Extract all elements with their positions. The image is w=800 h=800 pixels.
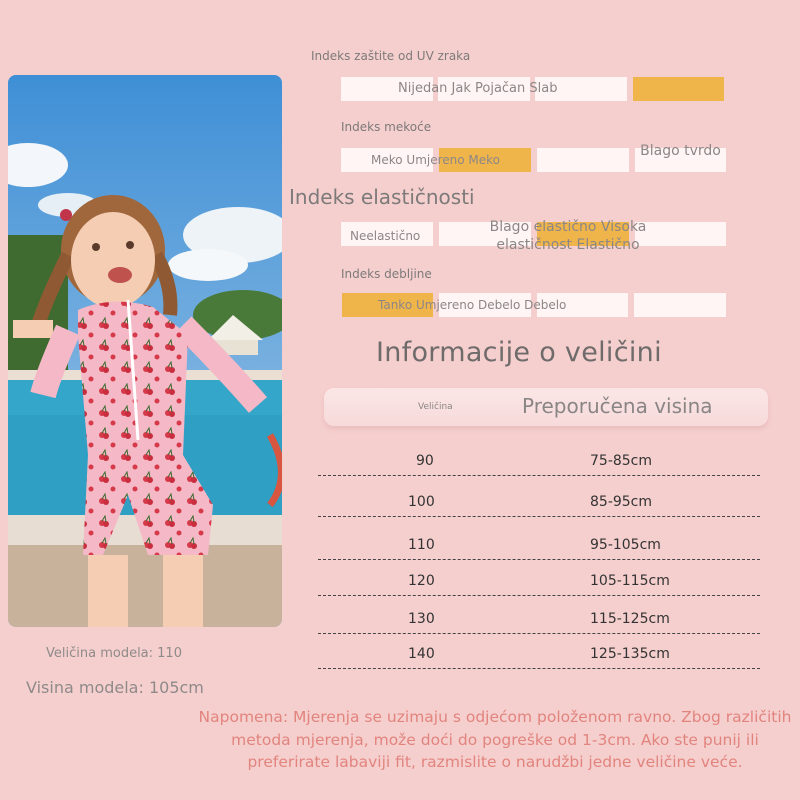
height-value: 95-105cm [590, 537, 661, 553]
size-value: 120 [408, 573, 435, 589]
softness-cell-3 [537, 148, 629, 172]
uv-index-options: Nijedan Jak Pojačan Slab [398, 81, 558, 96]
product-photo [8, 75, 282, 627]
uv-index-bar [341, 77, 726, 101]
table-row [318, 494, 760, 517]
table-row [318, 611, 760, 634]
table-row [318, 573, 760, 596]
size-table-header [324, 388, 768, 426]
thickness-cell-4 [634, 293, 726, 317]
size-value: 140 [408, 646, 435, 662]
softness-index-options: Meko Umjereno Meko [371, 153, 501, 167]
size-value: 110 [408, 537, 435, 553]
size-value: 130 [408, 611, 435, 627]
model-size-label: Veličina modela: 110 [46, 646, 182, 661]
height-value: 105-115cm [590, 573, 670, 589]
uv-cell-4-selected [633, 77, 724, 101]
softness-extra-option: Blago tvrdo [640, 143, 721, 159]
height-column-header: Preporučena visina [522, 394, 713, 418]
elasticity-option-1: Neelastično [350, 229, 421, 243]
height-value: 125-135cm [590, 646, 670, 662]
measurement-note: Napomena: Mjerenja se uzimaju s odjećom položenom ravno. Zbog različitih metoda mjerenja, može doći do pogreške od 1-3cm. Ako ste punij ili preferirate labaviji fit, razmislite o narudžbi jedne veličine veće. [198, 708, 792, 771]
thickness-index-bar [342, 293, 726, 317]
size-value: 90 [416, 453, 434, 469]
table-row [318, 537, 760, 560]
thickness-index-options: Tanko Umjereno Debelo Debelo [378, 298, 567, 312]
height-value: 75-85cm [590, 453, 653, 469]
elasticity-index-title: Indeks elastičnosti [289, 185, 475, 209]
model-height-label: Visina modela: 105cm [26, 678, 204, 697]
size-info-title: Informacije o veličini [376, 337, 662, 368]
elasticity-index-bar [341, 219, 726, 253]
table-row [318, 646, 760, 669]
size-value: 100 [408, 494, 435, 510]
height-value: 115-125cm [590, 611, 670, 627]
softness-index-bar [341, 143, 726, 172]
table-row [318, 453, 760, 476]
thickness-index-title: Indeks debljine [341, 267, 432, 281]
size-column-header: Veličina [418, 402, 453, 412]
elasticity-option-2: Blago elastično Visoka elastičnost Elastično [489, 219, 647, 253]
height-value: 85-95cm [590, 494, 653, 510]
uv-index-title: Indeks zaštite od UV zraka [311, 49, 471, 63]
softness-index-title: Indeks mekoće [341, 120, 432, 134]
